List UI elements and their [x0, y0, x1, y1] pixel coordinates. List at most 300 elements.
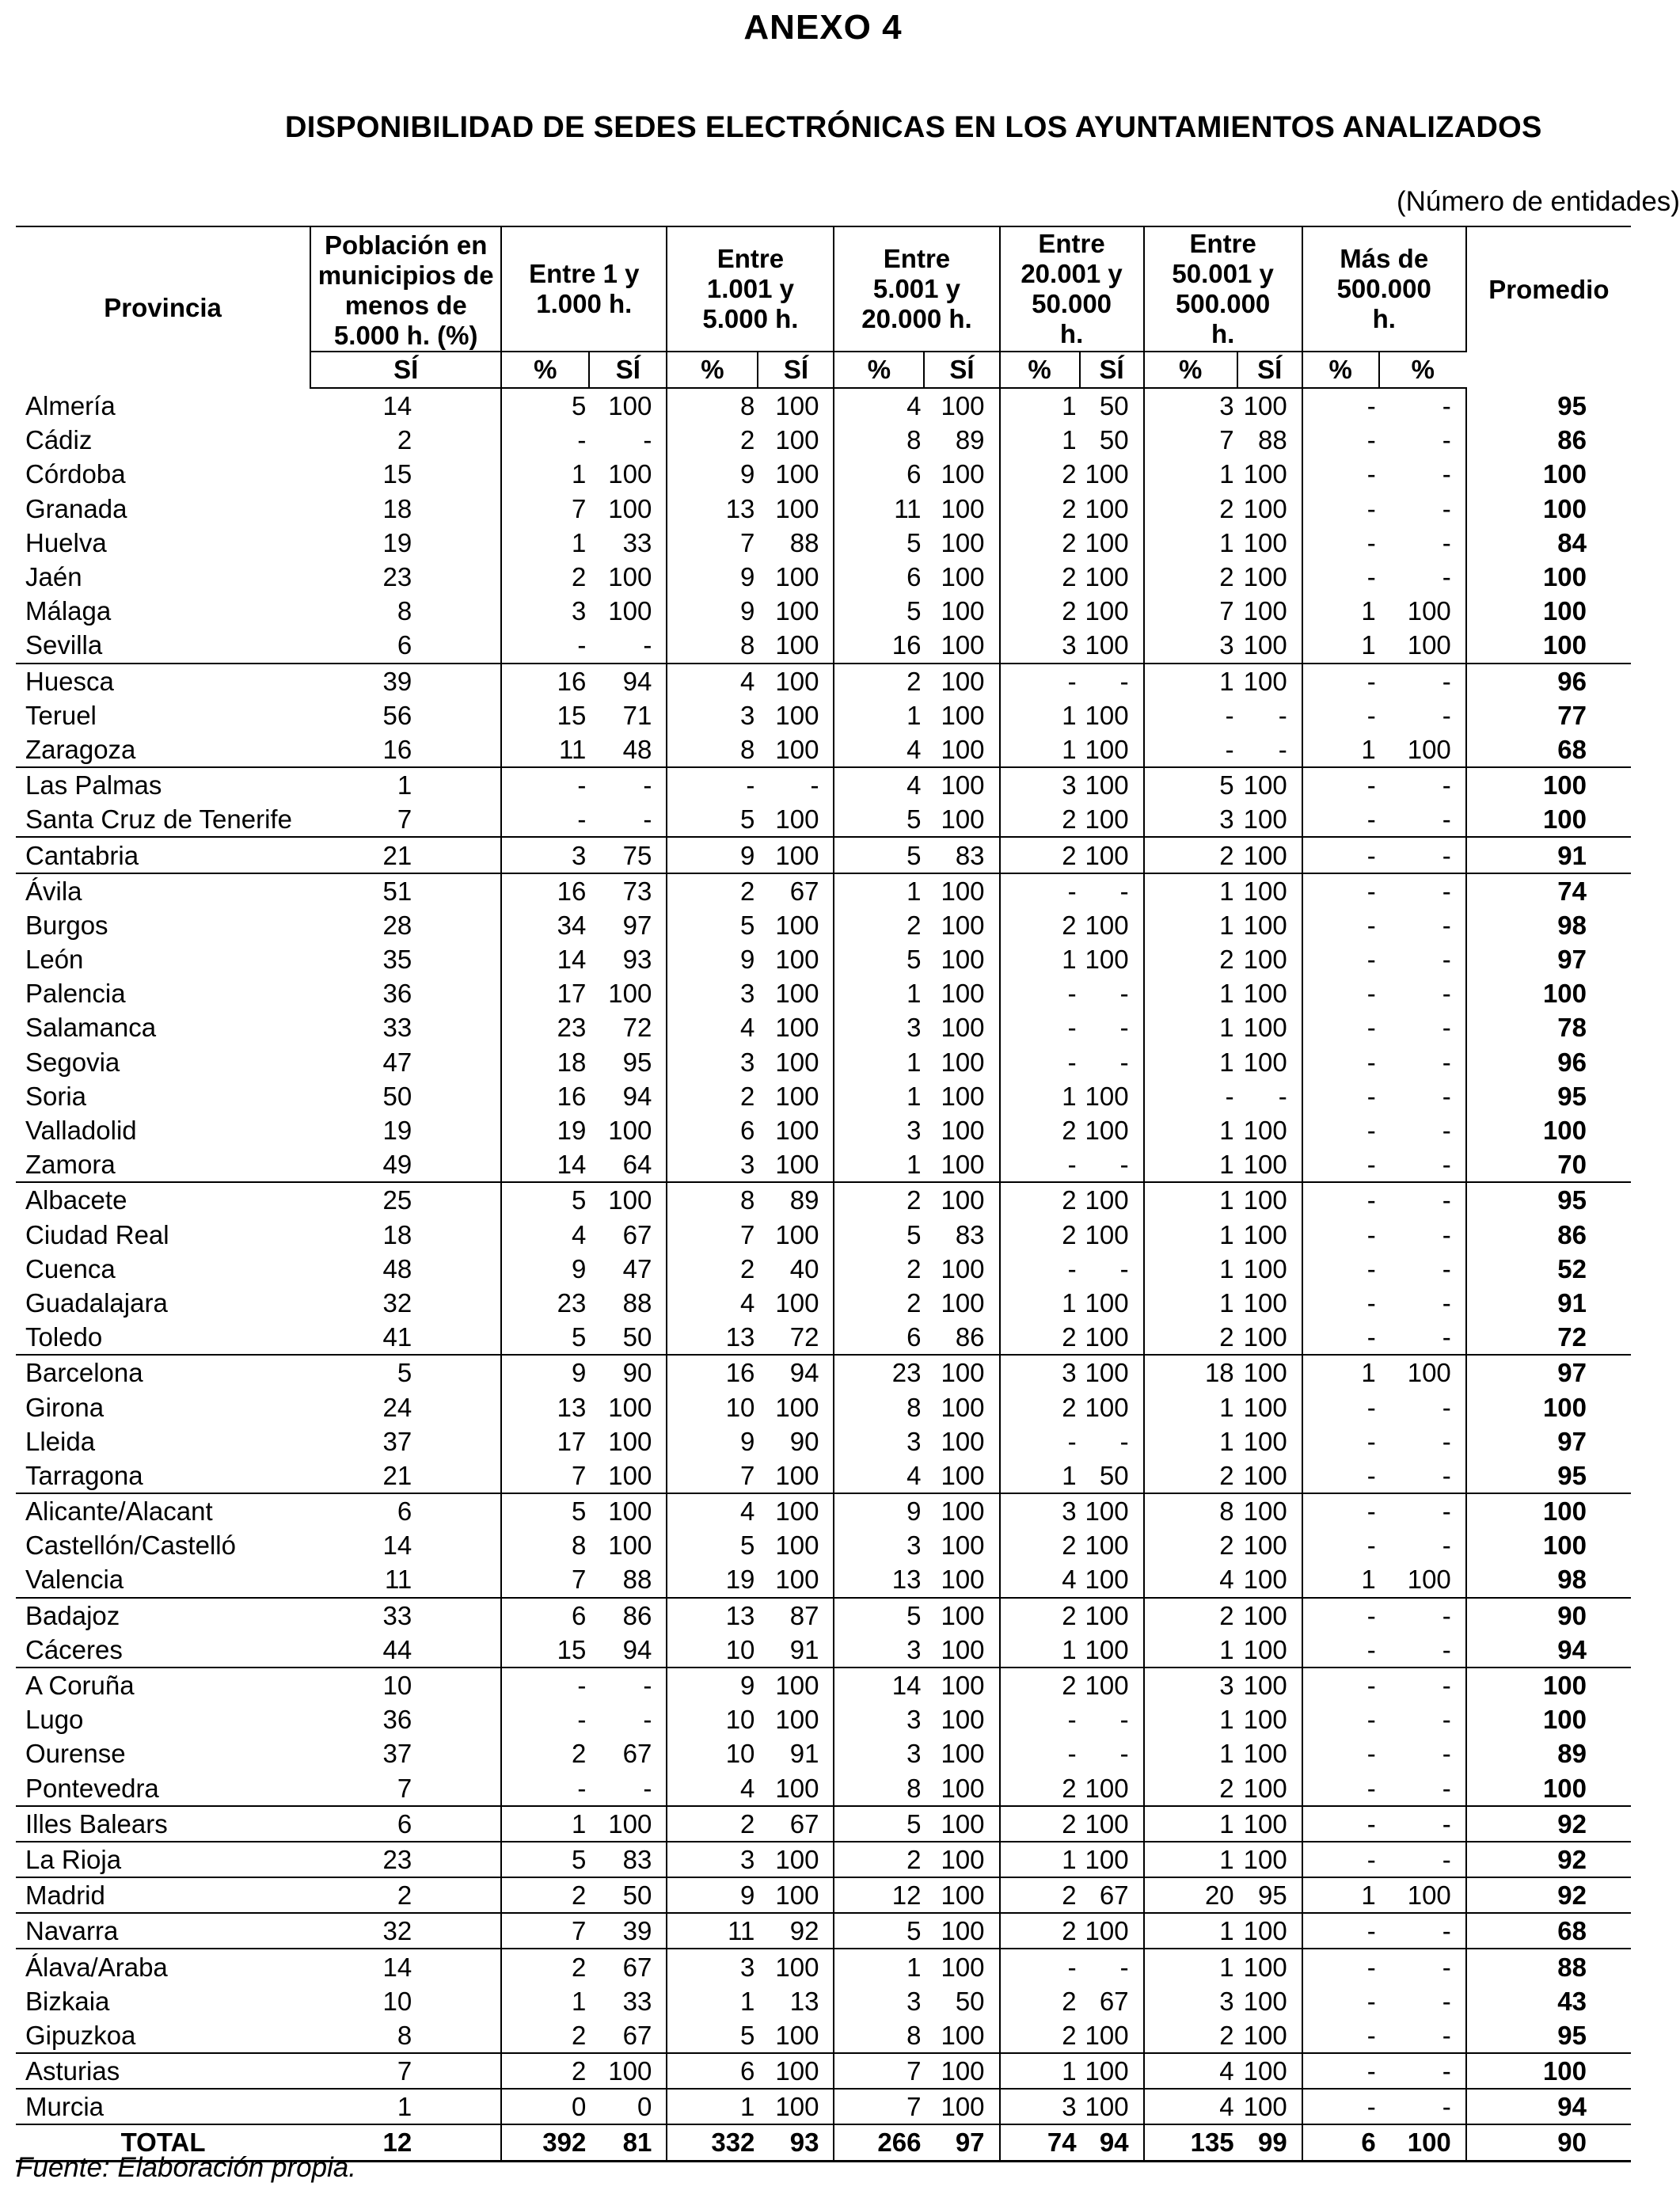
- si-percent: 100: [758, 1771, 834, 1806]
- si-percent: 100: [758, 698, 834, 732]
- si-count: 2: [667, 1806, 758, 1842]
- promedio-value: 70: [1557, 1150, 1587, 1180]
- si-count: 2: [1000, 1877, 1080, 1913]
- province-name: Lugo: [25, 1705, 84, 1735]
- population-pct: 32: [310, 1286, 501, 1320]
- si-percent: 100: [1237, 1113, 1302, 1147]
- si-count: -: [1366, 910, 1376, 940]
- si-count: -: [577, 804, 587, 835]
- si-percent: 100: [1237, 1598, 1302, 1633]
- si-count: 1: [907, 1081, 922, 1111]
- province-name: Cádiz: [25, 425, 93, 455]
- units-note: (Número de entidades): [1397, 186, 1680, 217]
- si-count: -: [1366, 1322, 1376, 1352]
- si-count: 9: [571, 1253, 587, 1283]
- province-name: Huelva: [25, 527, 107, 557]
- si-count: 1: [907, 1047, 922, 1077]
- si-count: -: [1302, 837, 1379, 873]
- si-count: 13: [557, 1392, 587, 1422]
- si-percent: -: [1080, 1736, 1144, 1770]
- si-percent: 100: [1080, 698, 1144, 732]
- promedio-value: 95: [1557, 1460, 1587, 1490]
- si-count: 7: [1219, 425, 1234, 455]
- si-count: 0: [501, 2089, 589, 2124]
- header-si: SÍ: [1080, 352, 1144, 388]
- table-row: [16, 2018, 1631, 2053]
- header-si: SÍ: [924, 352, 999, 388]
- si-percent: 100: [758, 802, 834, 837]
- si-count: -: [1067, 979, 1077, 1009]
- si-percent: 100: [1237, 767, 1302, 802]
- province-name: Alicante/Alacant: [16, 1493, 310, 1528]
- si-percent: 100: [758, 492, 834, 526]
- si-count: 5: [834, 1598, 924, 1633]
- si-percent: 71: [589, 698, 667, 732]
- si-count: 1: [1361, 1565, 1376, 1595]
- province-name: Santa Cruz de Tenerife: [25, 804, 292, 835]
- population-pct: 28: [310, 908, 501, 942]
- header-group-6: Más de 500.000 h.: [1302, 226, 1466, 352]
- si-count: 9: [501, 1355, 589, 1390]
- si-count: -: [1000, 664, 1080, 698]
- si-count: -: [1067, 1739, 1077, 1769]
- si-percent: 100: [924, 1668, 999, 1702]
- si-percent: 100: [1237, 1736, 1302, 1770]
- si-percent: 100: [758, 1218, 834, 1252]
- si-count: 2: [740, 1253, 755, 1283]
- si-percent: 100: [1237, 1493, 1302, 1528]
- si-percent: 100: [1379, 2124, 1466, 2161]
- si-count: 2: [1062, 2020, 1077, 2050]
- population-pct: 35: [310, 942, 501, 976]
- si-percent: 50: [1080, 423, 1144, 457]
- si-count: -: [1302, 1806, 1379, 1842]
- si-count: 1: [834, 1949, 924, 1983]
- si-percent: 100: [1237, 628, 1302, 663]
- promedio-value: 100: [1542, 493, 1587, 523]
- si-percent: 48: [589, 732, 667, 767]
- si-count: 34: [557, 910, 587, 940]
- si-percent: 100: [758, 1493, 834, 1528]
- si-percent: 100: [1080, 1913, 1144, 1949]
- promedio-value: 100: [1542, 459, 1587, 489]
- si-count: -: [1366, 562, 1376, 592]
- si-percent: 100: [924, 908, 999, 942]
- si-count: -: [1366, 425, 1376, 455]
- si-percent: 90: [758, 1424, 834, 1458]
- si-count: 9: [740, 1426, 755, 1456]
- si-percent: 100: [1080, 1771, 1144, 1806]
- si-count: -: [1366, 1116, 1376, 1146]
- si-percent: 100: [758, 1286, 834, 1320]
- si-percent: -: [1379, 1113, 1466, 1147]
- si-percent: 100: [924, 767, 999, 802]
- si-percent: 100: [1237, 1390, 1302, 1424]
- si-percent: 39: [589, 1913, 667, 1949]
- province-name: Ciudad Real: [25, 1219, 169, 1249]
- si-percent: 94: [589, 1633, 667, 1668]
- si-count: 1: [907, 1150, 922, 1180]
- si-count: 2: [907, 910, 922, 940]
- promedio-value: 100: [1542, 1531, 1587, 1561]
- si-percent: 100: [1379, 1355, 1466, 1390]
- promedio-value: 100: [1542, 596, 1587, 626]
- si-count: 5: [740, 910, 755, 940]
- si-percent: 100: [758, 1458, 834, 1493]
- si-count: 12: [834, 1877, 924, 1913]
- header-promedio-pct: %: [1379, 352, 1466, 388]
- si-count: 13: [725, 493, 755, 523]
- si-count: 2: [1062, 1322, 1077, 1352]
- si-percent: -: [1379, 2018, 1466, 2053]
- si-count: 14: [834, 1668, 924, 1702]
- si-count: 1: [1062, 1634, 1077, 1664]
- table-row: [16, 1736, 1631, 1770]
- si-count: 5: [501, 1493, 589, 1528]
- si-percent: -: [1379, 698, 1466, 732]
- si-count: -: [1366, 1150, 1376, 1180]
- population-pct: 6: [310, 628, 501, 663]
- si-count: 3: [1062, 630, 1077, 660]
- si-count: 3: [907, 1739, 922, 1769]
- si-percent: 100: [758, 2018, 834, 2053]
- si-percent: 100: [924, 1633, 999, 1668]
- si-percent: 100: [924, 1493, 999, 1528]
- si-count: -: [1302, 1598, 1379, 1633]
- si-percent: 100: [589, 1182, 667, 1217]
- si-count: 1: [1219, 459, 1234, 489]
- si-percent: 94: [758, 1355, 834, 1390]
- si-percent: 100: [1080, 767, 1144, 802]
- si-percent: 100: [924, 1424, 999, 1458]
- si-count: -: [1366, 1013, 1376, 1043]
- table-row: [16, 2053, 1631, 2089]
- si-count: 1: [1144, 1806, 1237, 1842]
- si-count: 1: [1144, 1949, 1237, 1983]
- si-percent: 100: [924, 560, 999, 594]
- si-count: 1: [1219, 1634, 1234, 1664]
- si-percent: 47: [589, 1252, 667, 1286]
- population-pct: 41: [310, 1320, 501, 1355]
- si-count: 5: [501, 1182, 589, 1217]
- population-pct: 6: [310, 1806, 501, 1842]
- si-count: 5: [501, 1842, 589, 1877]
- si-count: 1: [1219, 1426, 1234, 1456]
- si-percent: -: [1379, 492, 1466, 526]
- si-percent: 100: [1237, 1949, 1302, 1983]
- si-count: 14: [557, 1150, 587, 1180]
- population-pct: 1: [310, 2089, 501, 2124]
- si-percent: -: [1237, 732, 1302, 767]
- si-count: -: [1225, 734, 1234, 764]
- si-percent: 100: [924, 664, 999, 698]
- si-percent: 100: [1237, 1458, 1302, 1493]
- si-percent: 100: [589, 1458, 667, 1493]
- table-row: [16, 1252, 1631, 1286]
- header-si: SÍ: [1237, 352, 1302, 388]
- table-row: [16, 1079, 1631, 1113]
- si-percent: -: [1080, 1949, 1144, 1983]
- si-percent: 100: [1237, 1252, 1302, 1286]
- si-count: 3: [1144, 1668, 1237, 1702]
- si-percent: 100: [758, 1842, 834, 1877]
- header-group-4: Entre 20.001 y 50.000 h.: [1000, 226, 1144, 352]
- si-count: 2: [571, 1739, 587, 1769]
- si-count: 2: [1062, 1219, 1077, 1249]
- si-percent: -: [589, 628, 667, 663]
- si-count: -: [1366, 1426, 1376, 1456]
- province-name: Girona: [25, 1392, 105, 1422]
- si-count: 2: [1000, 1598, 1080, 1633]
- promedio-value: 43: [1557, 1986, 1587, 2016]
- si-count: 2: [1062, 1986, 1077, 2016]
- table-row: [16, 1182, 1631, 1217]
- si-count: 1: [1144, 873, 1237, 908]
- si-percent: -: [1379, 1252, 1466, 1286]
- population-pct: 8: [310, 2018, 501, 2053]
- si-percent: 99: [1237, 2124, 1302, 2161]
- si-count: 1: [1361, 630, 1376, 660]
- si-percent: 100: [1080, 1528, 1144, 1562]
- si-count: 8: [571, 1531, 587, 1561]
- population-pct: 12: [310, 2124, 501, 2161]
- si-percent: 100: [589, 1493, 667, 1528]
- header-group-5: Entre 50.001 y 500.000 h.: [1144, 226, 1302, 352]
- si-percent: 100: [589, 492, 667, 526]
- si-count: -: [1366, 945, 1376, 975]
- si-percent: -: [1379, 2053, 1466, 2089]
- si-count: 11: [894, 493, 922, 523]
- si-count: 1: [1219, 1013, 1234, 1043]
- si-count: 9: [740, 945, 755, 975]
- si-percent: 100: [1237, 976, 1302, 1010]
- si-percent: 100: [1080, 2089, 1144, 2124]
- si-count: 3: [667, 1842, 758, 1877]
- promedio-value: 52: [1557, 1253, 1587, 1283]
- si-percent: -: [1379, 423, 1466, 457]
- si-percent: 90: [589, 1355, 667, 1390]
- population-pct: 11: [310, 1562, 501, 1597]
- si-count: 3: [907, 1426, 922, 1456]
- si-percent: 100: [758, 837, 834, 873]
- total-label: TOTAL: [16, 2124, 310, 2161]
- si-count: 10: [725, 1739, 755, 1769]
- si-count: -: [1302, 1949, 1379, 1983]
- province-name: Burgos: [25, 910, 108, 940]
- si-count: 4: [834, 767, 924, 802]
- si-percent: 73: [589, 873, 667, 908]
- si-count: 23: [557, 1013, 587, 1043]
- si-count: 1: [1219, 1116, 1234, 1146]
- si-percent: 100: [758, 2089, 834, 2124]
- si-count: 2: [1062, 596, 1077, 626]
- si-percent: -: [1237, 698, 1302, 732]
- si-percent: -: [589, 1702, 667, 1736]
- header-group-1: Entre 1 y 1.000 h.: [501, 226, 667, 352]
- table-row: [16, 1702, 1631, 1736]
- si-count: 1: [1219, 1219, 1234, 1249]
- table-row: [16, 1877, 1631, 1913]
- si-percent: -: [1379, 457, 1466, 491]
- table-row: [16, 873, 1631, 908]
- si-percent: 67: [758, 873, 834, 908]
- promedio-value: 97: [1466, 1355, 1631, 1390]
- si-count: -: [1366, 1460, 1376, 1490]
- si-count: 1: [571, 459, 587, 489]
- promedio-value: 100: [1542, 1116, 1587, 1146]
- si-percent: 50: [924, 1984, 999, 2018]
- population-pct: 7: [310, 1771, 501, 1806]
- si-count: 1: [1000, 1842, 1080, 1877]
- si-count: -: [1225, 700, 1234, 730]
- si-percent: 100: [758, 942, 834, 976]
- si-count: 2: [1062, 1773, 1077, 1803]
- si-count: 2: [1062, 804, 1077, 835]
- province-name: Cuenca: [25, 1253, 116, 1283]
- si-percent: 81: [589, 2124, 667, 2161]
- si-count: 23: [557, 1287, 587, 1318]
- si-count: 3: [907, 1634, 922, 1664]
- si-percent: -: [1080, 1147, 1144, 1182]
- si-percent: 100: [1237, 942, 1302, 976]
- si-count: 1: [907, 979, 922, 1009]
- si-percent: 50: [589, 1320, 667, 1355]
- si-count: -: [1366, 804, 1376, 835]
- si-percent: 100: [1080, 1355, 1144, 1390]
- si-percent: 100: [1237, 526, 1302, 560]
- si-count: 2: [1219, 1322, 1234, 1352]
- si-count: 3: [907, 1116, 922, 1146]
- si-count: -: [667, 767, 758, 802]
- si-percent: 100: [758, 1390, 834, 1424]
- table-row: [16, 1598, 1631, 1633]
- promedio-value: 100: [1466, 767, 1631, 802]
- province-name: Pontevedra: [25, 1773, 159, 1803]
- population-pct: 21: [310, 1458, 501, 1493]
- si-count: 18: [1144, 1355, 1237, 1390]
- si-count: 266: [834, 2124, 924, 2161]
- si-count: 1: [1144, 664, 1237, 698]
- si-percent: -: [1379, 1949, 1466, 1983]
- si-count: 2: [907, 1253, 922, 1283]
- si-percent: 100: [1237, 492, 1302, 526]
- si-percent: 100: [1237, 1218, 1302, 1252]
- promedio-value: 92: [1466, 1842, 1631, 1877]
- promedio-value: 68: [1466, 1913, 1631, 1949]
- province-name: La Rioja: [16, 1842, 310, 1877]
- si-percent: 100: [1237, 1562, 1302, 1597]
- population-pct: 48: [310, 1252, 501, 1286]
- province-name: Soria: [25, 1081, 87, 1111]
- si-percent: 50: [589, 1877, 667, 1913]
- population-pct: 18: [310, 492, 501, 526]
- si-percent: 100: [589, 457, 667, 491]
- population-pct: 37: [310, 1424, 501, 1458]
- si-count: 9: [667, 1668, 758, 1702]
- si-count: 2: [1062, 493, 1077, 523]
- si-count: 4: [907, 391, 922, 421]
- source-note: Fuente: Elaboración propia.: [16, 2152, 356, 2183]
- si-count: 4: [667, 664, 758, 698]
- si-count: -: [1000, 873, 1080, 908]
- promedio-value: 91: [1557, 1287, 1587, 1318]
- si-percent: 100: [758, 1668, 834, 1702]
- si-count: 2: [571, 562, 587, 592]
- si-count: 1: [1219, 527, 1234, 557]
- si-percent: -: [758, 767, 834, 802]
- si-percent: 94: [589, 1079, 667, 1113]
- si-percent: 100: [924, 1598, 999, 1633]
- si-percent: -: [1379, 1842, 1466, 1877]
- si-percent: 100: [924, 1806, 999, 1842]
- si-percent: 100: [1237, 388, 1302, 423]
- si-percent: 50: [1080, 388, 1144, 423]
- promedio-value: 78: [1557, 1013, 1587, 1043]
- promedio-value: 100: [1542, 804, 1587, 835]
- si-percent: 100: [1080, 594, 1144, 628]
- si-percent: -: [1379, 1806, 1466, 1842]
- si-count: 3: [907, 1705, 922, 1735]
- si-count: 4: [1219, 1565, 1234, 1595]
- si-count: -: [1366, 459, 1376, 489]
- si-count: 11: [667, 1913, 758, 1949]
- si-percent: -: [1379, 2089, 1466, 2124]
- si-count: -: [1000, 1949, 1080, 1983]
- population-pct: 33: [310, 1010, 501, 1044]
- si-percent: 100: [758, 664, 834, 698]
- promedio-value: 100: [1466, 1668, 1631, 1702]
- si-percent: -: [1237, 1079, 1302, 1113]
- si-count: 19: [557, 1116, 587, 1146]
- si-count: -: [1366, 493, 1376, 523]
- si-count: 8: [740, 734, 755, 764]
- si-count: 5: [907, 1219, 922, 1249]
- si-count: 10: [725, 1392, 755, 1422]
- si-count: 6: [907, 1322, 922, 1352]
- si-count: 7: [834, 2089, 924, 2124]
- si-percent: -: [1379, 908, 1466, 942]
- si-count: -: [1366, 2020, 1376, 2050]
- si-percent: 100: [1080, 1806, 1144, 1842]
- si-count: 5: [740, 2020, 755, 2050]
- table-row: [16, 1913, 1631, 1949]
- si-count: 3: [907, 1013, 922, 1043]
- province-name: Córdoba: [25, 459, 126, 489]
- province-name: Lleida: [25, 1426, 96, 1456]
- si-percent: 100: [924, 388, 999, 423]
- si-percent: 100: [1080, 1218, 1144, 1252]
- si-count: 2: [1219, 945, 1234, 975]
- si-percent: 88: [589, 1286, 667, 1320]
- si-percent: 40: [758, 1252, 834, 1286]
- si-count: 5: [740, 1531, 755, 1561]
- si-count: 2: [1219, 1773, 1234, 1803]
- si-percent: 100: [1080, 1286, 1144, 1320]
- promedio-value: 92: [1466, 1806, 1631, 1842]
- si-percent: -: [1379, 873, 1466, 908]
- si-count: -: [1067, 1047, 1077, 1077]
- si-percent: -: [1379, 837, 1466, 873]
- si-percent: 100: [1080, 908, 1144, 942]
- si-count: 4: [1062, 1565, 1077, 1595]
- si-count: 15: [557, 700, 587, 730]
- si-count: -: [577, 1773, 587, 1803]
- si-percent: -: [1379, 1702, 1466, 1736]
- si-percent: -: [1379, 976, 1466, 1010]
- si-percent: -: [589, 802, 667, 837]
- promedio-value: 100: [1542, 562, 1587, 592]
- si-count: 1: [1219, 1739, 1234, 1769]
